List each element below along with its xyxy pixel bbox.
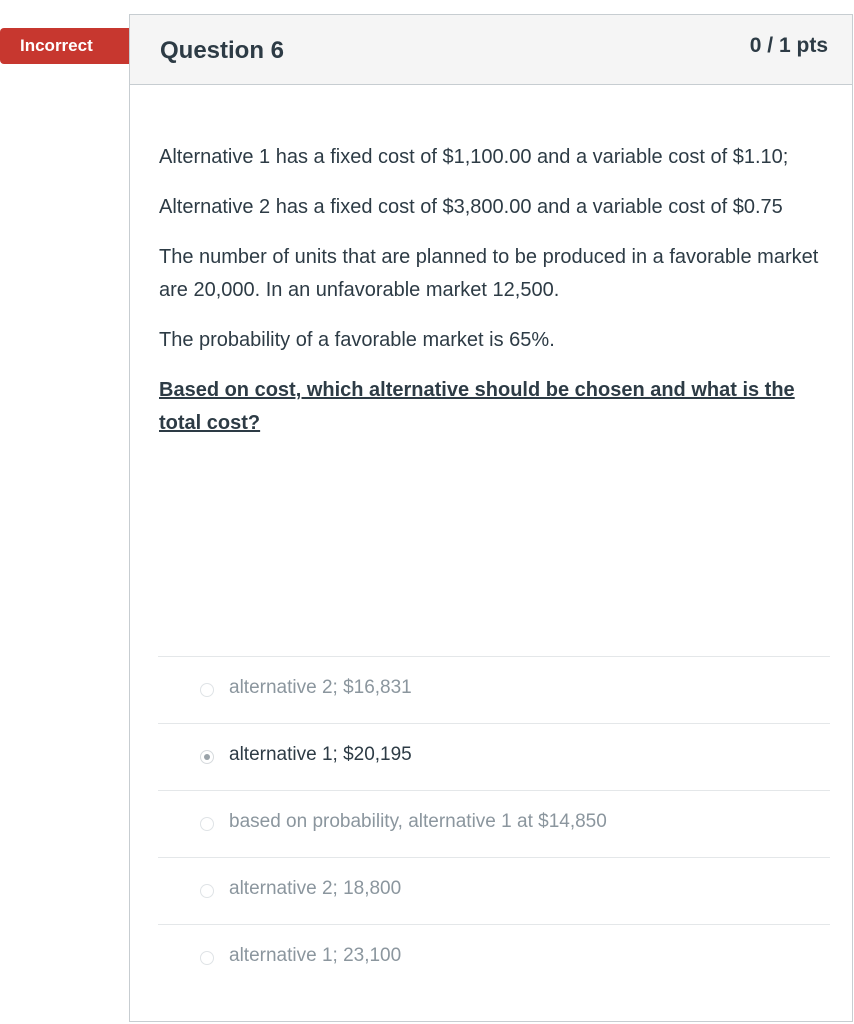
question-paragraph: The number of units that are planned to be produced in a favorable market are 20,000. In an unfavorable market 12,500. [159,246,819,301]
question-paragraph: The probability of a favorable market is 65%. [159,329,555,351]
answer-label: alternative 1; $20,195 [229,744,412,765]
answer-label: alternative 2; $16,831 [229,677,412,698]
question-text [159,141,819,457]
answer-option[interactable] [158,857,830,924]
answer-list [158,656,830,991]
answer-label: alternative 1; 23,100 [229,945,402,966]
radio-button[interactable] [200,951,214,965]
question-points: 0 / 1 pts [749,34,828,57]
question-paragraph: Alternative 1 has a fixed cost of $1,100.00 and a variable cost of $1.10; [159,146,789,168]
answer-option[interactable] [158,790,830,857]
question-paragraph: Alternative 2 has a fixed cost of $3,800.00 and a variable cost of $0.75 [159,196,783,218]
answer-option-selected[interactable] [158,723,830,790]
question-header [130,15,852,85]
radio-button[interactable] [200,884,214,898]
radio-button[interactable] [200,683,214,697]
answer-label: based on probability, alternative 1 at $14,850 [229,811,607,832]
question-card [129,14,853,1022]
answer-option[interactable] [158,656,830,723]
radio-button[interactable] [200,817,214,831]
question-prompt: Based on cost, which alternative should be chosen and what is the total cost? [159,379,795,434]
radio-button-selected[interactable] [200,750,214,764]
answer-label: alternative 2; 18,800 [229,878,402,899]
question-title: Question 6 [160,37,285,64]
answer-option[interactable] [158,924,830,991]
status-badge: Incorrect [0,28,132,64]
